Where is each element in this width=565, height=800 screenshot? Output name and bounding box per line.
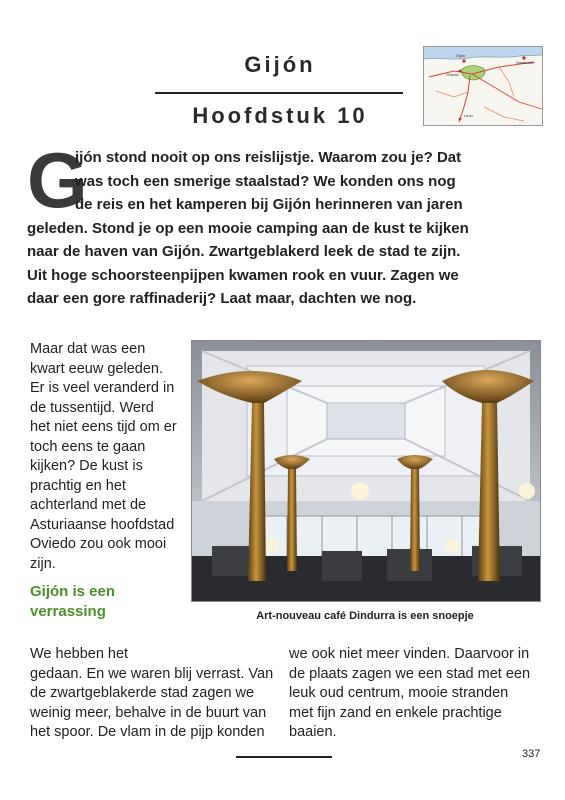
intro-line: daar een gore raffinaderij? Laat maar, dachten we nog. bbox=[27, 290, 417, 307]
map-graphic bbox=[424, 47, 542, 125]
side-line: Maar dat was een bbox=[30, 341, 146, 357]
map-marker-gijon bbox=[462, 59, 465, 62]
map-label-leon: León bbox=[464, 113, 473, 118]
footer-divider bbox=[236, 756, 332, 758]
map-label-gijon: Gijón bbox=[456, 53, 466, 58]
side-column-text bbox=[30, 340, 185, 574]
side-line: kijken? De kust is bbox=[30, 458, 143, 474]
body-line: weinig meer, behalve in de buurt van bbox=[30, 704, 267, 721]
title-divider bbox=[155, 92, 403, 94]
intro-line: ijón stond nooit op ons reislijstje. Waarom zou je? Dat bbox=[75, 149, 462, 166]
intro-paragraph bbox=[27, 146, 507, 311]
page-title: Gijón bbox=[244, 52, 316, 77]
section-subheading bbox=[30, 582, 190, 622]
body-line: baaien. bbox=[289, 724, 337, 740]
chapter-heading: Hoofdstuk 10 bbox=[192, 103, 368, 128]
body-line: met fijn zand en enkele prachtige bbox=[289, 704, 502, 721]
subheading-line: Gijón is een bbox=[30, 583, 116, 600]
body-line: We hebben het bbox=[30, 646, 129, 662]
body-line: gedaan. En we waren blij verrast. Van bbox=[30, 665, 274, 682]
page-number: 337 bbox=[522, 748, 541, 760]
body-column-left bbox=[30, 645, 280, 743]
intro-line: de reis en het kamperen bij Gijón herinneren van jaren bbox=[75, 196, 463, 213]
side-line: het niet eens tijd om er bbox=[30, 419, 177, 435]
side-line: de tussentijd. Werd bbox=[30, 399, 154, 416]
body-line: de plaats zagen we een stad met een bbox=[289, 665, 531, 682]
side-line: zijn. bbox=[30, 555, 56, 572]
body-column-right bbox=[289, 645, 539, 743]
body-line: we ook niet meer vinden. Daarvoor in bbox=[289, 646, 530, 662]
drop-cap: G bbox=[27, 136, 88, 224]
intro-line: Uit hoge schoorsteenpijpen kwamen rook en vuur. Zagen we bbox=[27, 266, 459, 284]
subheading-line: verrassing bbox=[30, 603, 106, 620]
side-line: toch eens te gaan bbox=[30, 438, 146, 455]
side-line: Asturiaanse hoofdstad bbox=[30, 516, 175, 533]
photo-caption: Art-nouveau café Dindurra is een snoepje bbox=[256, 610, 474, 622]
intro-line: naar de haven van Gijón. Zwartgeblakerd leek de stad te zijn. bbox=[27, 243, 461, 260]
map-marker-oviedo bbox=[459, 70, 462, 73]
map-label-oviedo: Oviedo bbox=[446, 72, 459, 77]
side-line: Oviedo zou ook mooi bbox=[30, 536, 167, 552]
body-line: het spoor. De vlam in de pijp konden bbox=[30, 724, 265, 740]
intro-line: was toch een smerige staalstad? We konden ons nog bbox=[75, 172, 456, 190]
region-map bbox=[423, 46, 543, 126]
cafe-photo bbox=[191, 340, 541, 602]
intro-line: geleden. Stond je op een mooie camping aan de kust te kijken bbox=[27, 219, 469, 237]
map-marker-leon bbox=[459, 118, 462, 121]
side-line: achterland met de bbox=[30, 497, 147, 513]
map-label-santander: Santander bbox=[516, 60, 535, 65]
body-line: leuk oud centrum, mooie stranden bbox=[289, 685, 509, 701]
body-line: de zwartgeblakerde stad zagen we bbox=[30, 685, 255, 701]
side-line: Er is veel veranderd in bbox=[30, 380, 175, 396]
side-line: prachtig en het bbox=[30, 477, 126, 494]
side-line: kwart eeuw geleden. bbox=[30, 360, 163, 377]
